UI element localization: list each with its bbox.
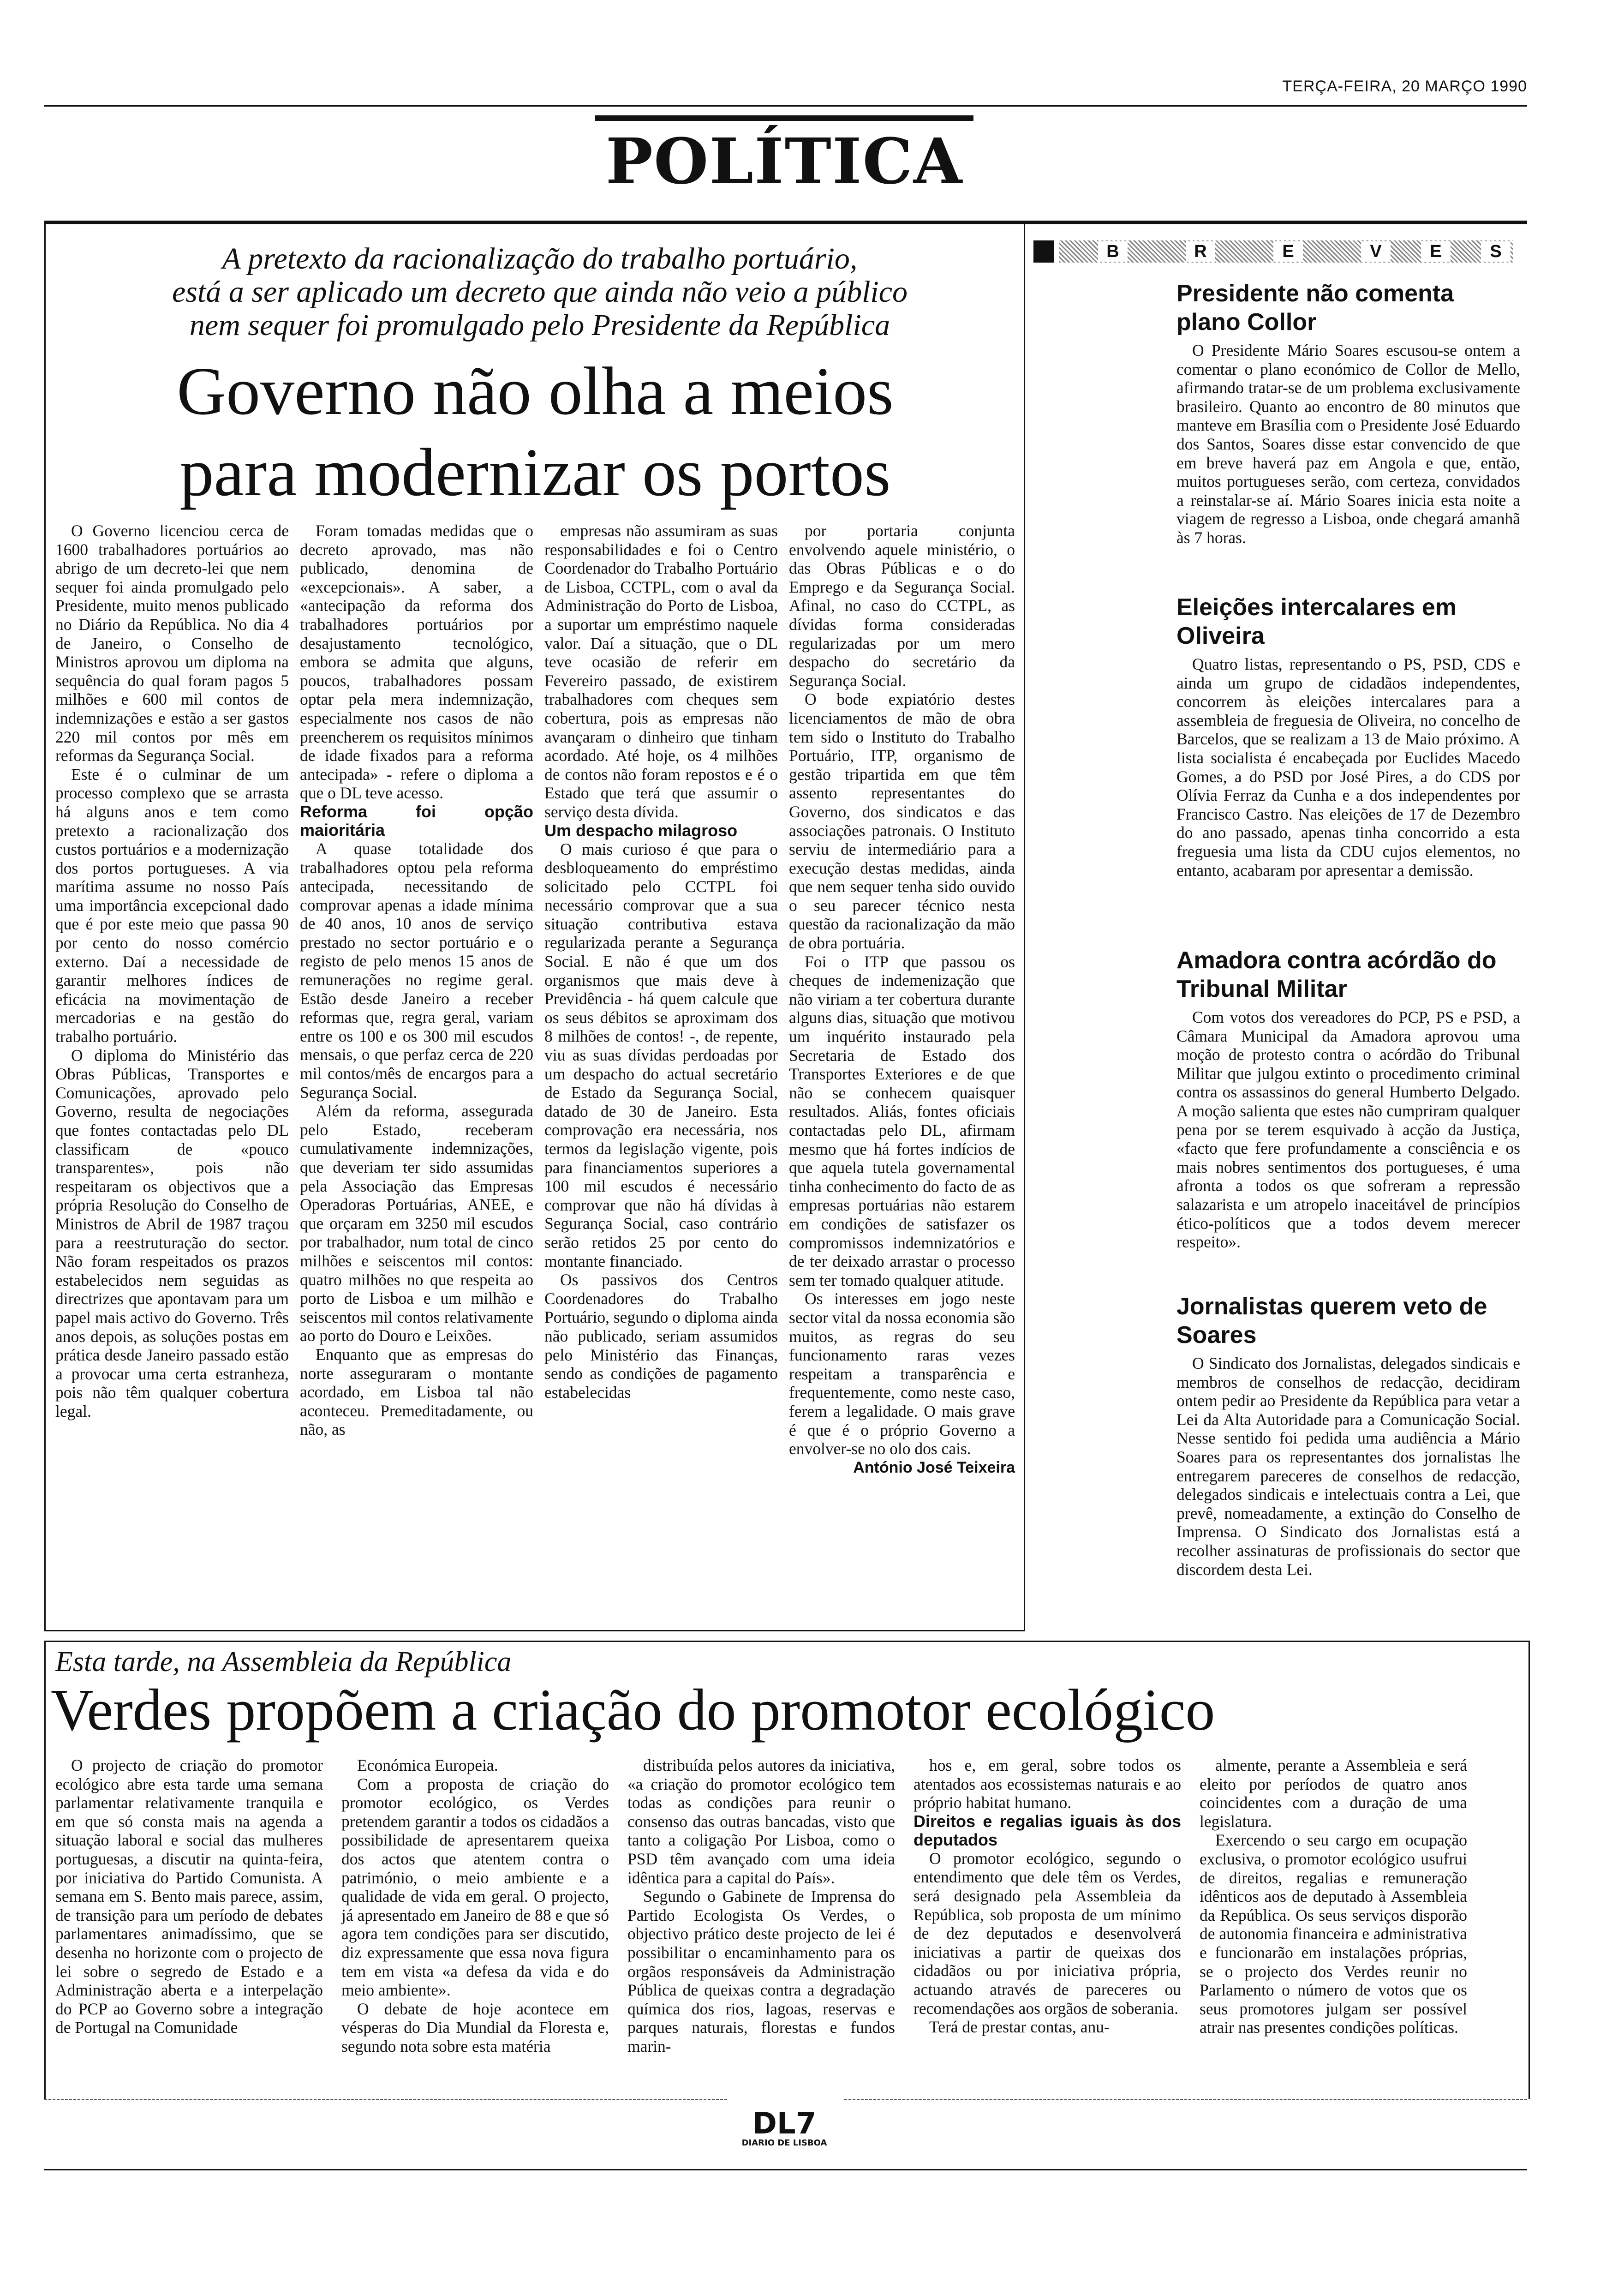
breves-letter: E: [1421, 241, 1451, 262]
headline-line: para modernizar os portos: [179, 435, 891, 510]
article2-col-5: [1200, 1756, 1467, 2037]
brief-item: [1176, 593, 1520, 880]
paragraph: O debate de hoje acontece em vésperas do Dia Mundial da Floresta e, segundo nota sobre esta matéria: [341, 1999, 609, 2055]
paragraph: Enquanto que as empresas do norte asseguraram o montante acordado, em Lisboa tal não aconteceu. Premeditadamente, ou não, as: [300, 1345, 533, 1439]
headline-line: Governo não olha a meios: [177, 354, 894, 429]
paragraph: Este é o culminar de um processo complexo que se arrasta há alguns anos e tem como pretexto a racionalização dos custos portuários e a modernização dos portos portugueses. A via marítima assume no nosso País uma importância excepcional dado que é por este meio que passa 90 por cento do nosso comércio externo. Daí a necessidade de garantir melhores índices de eficácia na movimentação de mercadorias e na gestão do trabalho portuário.: [55, 765, 289, 1046]
article2-col-3: [627, 1756, 895, 2056]
subhead: Reforma foi opção maioritária: [300, 802, 533, 839]
article2-headline: Verdes propõem a criação do promotor ecológico: [51, 1677, 1215, 1743]
paragraph: Com a proposta de criação do promotor ecológico, os Verdes pretendem garantir a todos os cidadãos a possibilidade de apresentarem queixa dos actos que atentem contra o património, o meio ambiente e a qualidade de vida em geral. O projecto, já apresentado em Janeiro de 88 e que só agora tem condições para ser discutido, diz expressamente que essa nova figura tem em vista «a defesa da vida e do meio ambiente».: [341, 1774, 609, 2000]
article1-headline: [51, 351, 1020, 513]
article1-top-rule: [44, 221, 1527, 224]
paragraph: Exercendo o seu cargo em ocupação exclusiva, o promotor ecológico usufrui de direitos, regalias e remuneração idênticos aos de deputado à Assembleia da República. Os seus serviços disporão de autonomia financeira e administrativa e funcionarão em instalações próprias, se o projecto dos Verdes reunir no Parlamento o número de votos que os seus promotores julgam ser possível atrair nas presentes condições políticas.: [1200, 1831, 1467, 2037]
subhead: Um despacho milagroso: [544, 821, 738, 840]
paragraph: almente, perante a Assembleia e será eleito por períodos de quatro anos coincidentes com a duração de uma legislatura.: [1200, 1756, 1467, 1831]
paragraph: Os interesses em jogo neste sector vital da nossa economia são muitos, as regras do seu funcionamento raras vezes respeitam a transparência e frequentemente, como neste caso, ferem a legalidade. O mais grave é que é o próprio Governo a envolver-se no olo dos cais.: [789, 1289, 1015, 1458]
brief-item: [1176, 946, 1520, 1252]
paragraph: hos e, em geral, sobre todos os atentados aos ecossistemas naturais e ao próprio habitat humano.: [914, 1756, 1181, 1812]
article2-kicker: Esta tarde, na Assembleia da República: [55, 1646, 512, 1678]
breves-bar: [1033, 238, 1513, 265]
logo-mark: DL: [752, 2107, 796, 2141]
paragraph: O diploma do Ministério das Obras Públicas, Transportes e Comunicações, aprovado pelo Governo, resulta de negociações que fontes contactadas pelo DL classificam de «pouco transparentes», pois não respeitaram os objectivos que a própria Resolução do Conselho de Ministros de Abril de 1987 traçou para a reestruturação do sector. Não foram respeitados os prazos estabelecidos nem seguidas as directrizes que apontavam para um papel mais activo do Governo. Três anos depois, as soluções postas em prática desde Janeiro passado estão a provocar uma certa estranheza, pois não têm qualquer cobertura legal.: [55, 1046, 289, 1420]
paragraph: O mais curioso é que para o desbloqueamento do empréstimo solicitado pelo CCTPL foi necessário comprovar que a sua situação contributiva estava regularizada perante a Segurança Social. E não é que um dos organismos que mais deve à Previdência - há quem calcule que os seus débitos se aproximam dos 8 milhões de contos! -, de repente, viu as suas dívidas perdoadas por um despacho do actual secretário de Estado da Segurança Social, datado de 30 de Janeiro. Esta comprovação era necessária, nos termos da legislação vigente, pois para financiamentos superiores a 100 mil escudos é necessário comprovar que não há dívidas à Segurança Social, caso contrário serão retidos 25 por cento do montante financiado.: [544, 839, 778, 1270]
article2-col-1: [55, 1756, 323, 2037]
breves-letter: B: [1098, 241, 1128, 262]
article1-col-1: [55, 521, 289, 1421]
paragraph: Foram tomadas medidas que o decreto aprovado, mas não publicado, denomina de «excepcionais». A saber, a «antecipação da reforma dos trabalhadores portuários por desajustamento tecnológico, embora se admita que alguns, poucos, trabalhadores possam optar pela mera indemnização, especialmente nos casos de não preencherem os requisitos mínimos de idade fixados para a reforma antecipada» - refere o diploma a que o DL teve acesso.: [300, 521, 533, 803]
paragraph: O Governo licenciou cerca de 1600 trabalhadores portuários ao abrigo de um decreto-lei que nem sequer foi ainda promulgado pelo Presidente, muito menos publicado no Diário da República. No dia 4 de Janeiro, o Conselho de Ministros aprovou um diploma na sequência do qual foram pagos 5 milhões e 600 mil contos de indemnizações e estão a ser gastos 220 mil contos por mês em reformas da Segurança Social.: [55, 521, 289, 765]
breves-letter: V: [1361, 241, 1391, 262]
paragraph: Os passivos dos Centros Coordenadores do Trabalho Portuário, segundo o diploma ainda não publicado, seriam assumidos pelo Ministério das Finanças, sendo as condições de pagamento estabelecidas: [544, 1270, 778, 1402]
section-title: POLÍTICA: [605, 125, 963, 198]
breves-letter: S: [1481, 241, 1511, 262]
section-rule-upper: [595, 115, 973, 121]
article2-col-4: [914, 1756, 1181, 2037]
footer-dashed-rule: [44, 2099, 727, 2100]
brief-text: Quatro listas, representando o PS, PSD, CDS e ainda um grupo de cidadãos independentes, concorrem às eleições intercalares para a assembleia de freguesia de Oliveira, no concelho de Barcelos, que se realizam a 13 de Maio próximo. A lista socialista é encabeçada por Euclides Macedo Gomes, a do PSD por José Pires, a do CDS por Olívia Ferraz da Cunha e a dos independentes por Francisco Castro. Nas eleições de 17 de Dezembro do ano passado, apenas tinha concorrido a esta freguesia uma lista da CDU cujos elementos, no entanto, acabaram por apresentar a demissão.: [1176, 655, 1520, 880]
top-rule: [44, 105, 1527, 107]
brief-text: Com votos dos vereadores do PCP, PS e PSD, a Câmara Municipal da Amadora aprovou uma moção de protesto contra o acórdão do Tribunal Militar que julgou extinto o procedimento criminal contra os assassinos do general Humberto Delgado. A moção salienta que estes não cumpriram qualquer pena por se terem esquivado à acção da Justiça, «facto que fere profundamente a consciência e os mais nobres sentimentos dos portugueses, é uma afronta a todos os que sofreram a repressão salazarista e um atropelo inaceitável de princípios ético-políticos que a todos devem merecer respeito».: [1176, 1008, 1520, 1252]
article1-body: [55, 521, 1015, 1624]
paragraph: Económica Europeia.: [357, 1756, 498, 1774]
article1-col-2: [300, 521, 533, 1439]
article2-body: [55, 1756, 1467, 2093]
brief-text: O Presidente Mário Soares escusou-se ontem a comentar o plano económico de Collor de Mello, afirmando tratar-se de um problema exclusivamente brasileiro. Quanto ao encontro de 80 minutos que manteve em Brasília com o Presidente José Eduardo dos Santos, Soares disse estar convencido de que em breve haverá paz em Angola e que, então, muitos portugueses serão, com certeza, convidados a reinstalar-se aí. Mário Soares inicia esta noite a viagem de regresso a Lisboa, onde chegará amanhã às 7 horas.: [1176, 341, 1520, 547]
paragraph: A quase totalidade dos trabalhadores optou pela reforma antecipada, necessitando de comprovar apenas a idade mínima de 40 anos, 10 anos de serviço prestado no sector portuário e o registo de pelo menos 15 anos de remunerações no regime geral. Estão desde Janeiro a receber reformas que, regra geral, variam entre os 100 e os 300 mil escudos mensais, o que perfaz cerca de 220 mil contos/mês de encargos para a Segurança Social.: [300, 839, 533, 1102]
footer-dashed-rule-right: [844, 2099, 1527, 2100]
paragraph: Terá de prestar contas, anu-: [929, 2018, 1110, 2037]
kicker-line: nem sequer foi promulgado pelo Presidente da República: [189, 308, 890, 342]
logo-subtitle: DIARIO DE LISBOA: [741, 2138, 827, 2148]
footer-logo: [738, 2107, 830, 2148]
dateline: TERÇA-FEIRA, 20 MARÇO 1990: [1282, 78, 1527, 95]
paragraph: distribuída pelos autores da iniciativa, «a criação do promotor ecológico tem todas as condições para reunir o consenso das outras bancadas, visto que tanto a coligação Por Lisboa, como o PSD têm avançado com uma ideia idêntica para a capital do País».: [627, 1756, 895, 1887]
brief-headline: Amadora contra acórdão do Tribunal Militar: [1176, 947, 1497, 1002]
paragraph: O projecto de criação do promotor ecológico abre esta tarde uma semana parlamentar relativamente tranquila e em que só consta mais na agenda a situação laboral e social das mulheres portuguesas, a discutir na quinta-feira, por iniciativa do Partido Comunista. A semana em S. Bento mais parece, assim, de transição para um período de debates parlamentares animadíssimo, que se desenha no horizonte com o projecto de lei sobre o segredo de Estado e a Administração aberta e a interpelação do PCP ao Governo sobre a integração de Portugal na Comunidade: [55, 1756, 323, 2037]
paragraph: Além da reforma, assegurada pelo Estado, receberam cumulativamente indemnizações, que deveriam ter sido assumidas pela Associação das Empresas Operadoras Portuárias, ANEE, e que orçaram em 3250 mil escudos por trabalhador, num total de cinco milhões e seiscentos mil contos: quatro milhões no que respeita ao porto de Lisboa e um milhão e seiscentos mil contos relativamente ao porto do Douro e Leixões.: [300, 1102, 533, 1345]
bottom-rule: [44, 2169, 1527, 2170]
paragraph: O bode expiatório destes licenciamentos de mão de obra tem sido o Instituto do Trabalho Portuário, ITP, organismo de gestão tripartida em que têm assento representantes do Governo, dos sindicatos e das associações patronais. O Instituto serviu de intermediário para a execução destas medidas, ainda que nem sequer tenha sido ouvido o seu parecer técnico nesta questão da racionalização da mão de obra portuária.: [789, 690, 1015, 953]
brief-headline: Jornalistas querem veto de Soares: [1176, 1293, 1487, 1348]
brief-headline: Presidente não comenta plano Collor: [1176, 280, 1454, 336]
subhead: Direitos e regalias iguais às dos deputados: [914, 1811, 1181, 1849]
breves-letter: E: [1273, 241, 1303, 262]
brief-headline: Eleições intercalares em Oliveira: [1176, 594, 1457, 649]
byline: António José Teixeira: [853, 1458, 1015, 1476]
paragraph: empresas não assumiram as suas responsabilidades e foi o Centro Coordenador do Trabalho Portuário de Lisboa, CCTPL, com o aval da Administração do Porto de Lisboa, a suportar um empréstimo naquele valor. Daí a situação, que o DL teve ocasião de referir em Fevereiro passado, de existirem trabalhadores com cheques sem cobertura, pois as empresas não avançaram o dinheiro que tinham acordado. Até hoje, os 4 milhões de contos não foram repostos e é o Estado que terá que assumir o serviço desta dívida.: [544, 521, 778, 821]
article2-col-2: [341, 1756, 609, 2056]
paragraph: O promotor ecológico, segundo o entendimento que dele têm os Verdes, será designado pela Assembleia da República, sob proposta de um mínimo de dez deputados e desenvolverá iniciativas a partir de queixas dos cidadãos ou por iniciativa própria, actuando através de pareceres ou recomendações aos orgãos de soberania.: [914, 1849, 1181, 2018]
article1-kicker: [65, 242, 1015, 342]
kicker-line: está a ser aplicado um decreto que ainda não veio a público: [172, 275, 908, 309]
brief-text: O Sindicato dos Jornalistas, delegados sindicais e membros de conselhos de redacção, decidiram ontem pedir ao Presidente da República para vetar a Lei da Alta Autoridade para a Comunicação Social. Nesse sentido foi pedida uma audiência a Mário Soares para os representantes dos jornalistas lhe entregarem pareceres de conselhos de redacção, delegados sindicais e intelectuais contra a Lei, que prevê, nomeadamente, a extinção do Conselho de Imprensa. O Sindicato dos Jornalistas está a recolher assinaturas de profissionais do sector que discordem desta Lei.: [1176, 1354, 1520, 1579]
page-number: 7: [795, 2107, 817, 2141]
paragraph: Segundo o Gabinete de Imprensa do Partido Ecologista Os Verdes, o objectivo prático deste projecto de lei é possibilitar o encaminhamento para os orgãos responsáveis da Administração Pública de queixas contra a degradação química dos rios, lagoas, reservas e parques naturais, florestas e fundos marin-: [627, 1887, 895, 2055]
paragraph: por portaria conjunta envolvendo aquele ministério, o das Obras Públicas e o do Emprego e da Segurança Social. Afinal, no caso do CCTPL, as dívidas forma consideradas regularizadas por um mero despacho do secretário da Segurança Social.: [789, 521, 1015, 690]
brief-item: [1176, 279, 1520, 547]
article1-col-4: [789, 521, 1015, 1477]
breves-square: [1033, 240, 1054, 263]
brief-item: [1176, 1292, 1520, 1579]
article1-col-3: [544, 521, 778, 1402]
paragraph: Foi o ITP que passou os cheques de indemenização que não viriam a ter cobertura durante alguns dias, situação que motivou um inquérito instaurado pela Secretaria de Estado dos Transportes Exteriores e de que não se conhecem quaisquer resultados. Aliás, fontes oficiais contactadas pelo DL, afirmam mesmo que há fortes indícios de que aquela tutela governamental tinha conhecimento do facto de as empresas portuárias não estarem em condições de satisfazer os compromissos indemnizatórios e de ter deixado arrastar o processo sem ter tomado qualquer atitude.: [789, 952, 1015, 1289]
breves-letter: R: [1186, 241, 1215, 262]
kicker-line: A pretexto da racionalização do trabalho portuário,: [222, 242, 858, 276]
